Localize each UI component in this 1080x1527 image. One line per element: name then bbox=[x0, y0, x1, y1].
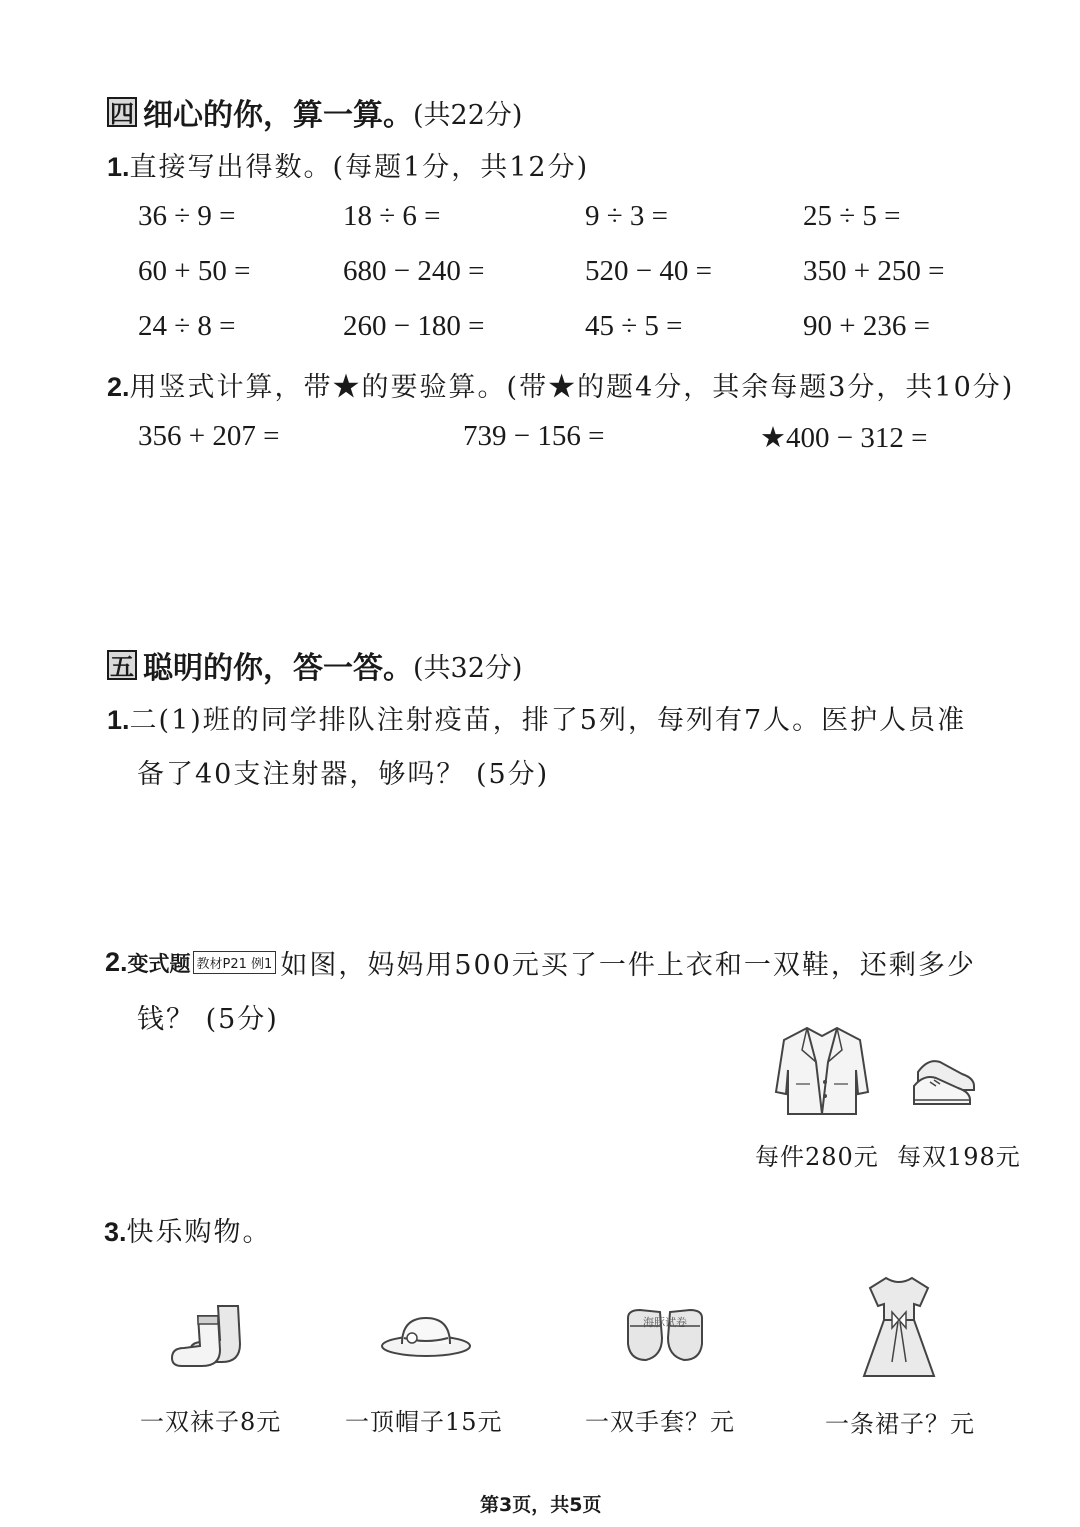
calc-item: 60 + 50 = bbox=[138, 255, 251, 287]
textbook-reference-tag: 教材P21 例1 bbox=[193, 951, 277, 974]
calc-item: 18 ÷ 6 = bbox=[343, 200, 441, 232]
shoes-icon bbox=[910, 1052, 980, 1108]
socks-label: 一双袜子8元 bbox=[140, 1408, 282, 1436]
question-number: 3. bbox=[104, 1217, 127, 1247]
calc-item: 680 − 240 = bbox=[343, 255, 485, 287]
question-text-line2: 备了40支注射器，够吗？ (5分) bbox=[137, 759, 550, 790]
socks-icon bbox=[168, 1300, 252, 1370]
jacket-icon bbox=[772, 1022, 872, 1118]
question-number: 1. bbox=[107, 152, 130, 182]
question-5-3 bbox=[104, 1210, 272, 1249]
vertical-calc-item: 739 − 156 = bbox=[463, 420, 605, 452]
shoes-price: 每双198元 bbox=[897, 1143, 1021, 1171]
hat-icon bbox=[378, 1310, 474, 1360]
question-text: 二(1)班的同学排队注射疫苗，排了5列，每列有7人。医护人员准 bbox=[129, 705, 967, 736]
gloves-watermark: 海豚试卷 bbox=[643, 1316, 687, 1329]
calc-item: 24 ÷ 8 = bbox=[138, 310, 236, 342]
question-number: 1. bbox=[107, 705, 130, 735]
calc-item: 36 ÷ 9 = bbox=[138, 200, 236, 232]
question-text: 如图，妈妈用500元买了一件上衣和一双鞋，还剩多少 bbox=[280, 950, 976, 981]
section-4-number-box: 四 bbox=[107, 97, 137, 127]
calc-item: 9 ÷ 3 = bbox=[585, 200, 669, 232]
section-4-score: (共22分) bbox=[413, 99, 523, 131]
dress-icon bbox=[858, 1272, 940, 1384]
calc-item: 350 + 250 = bbox=[803, 255, 945, 287]
calc-item: 90 + 236 = bbox=[803, 310, 930, 342]
question-text-line2: 钱？ (5分) bbox=[137, 1004, 279, 1035]
question-number: 2. bbox=[105, 947, 128, 977]
hat-label: 一顶帽子15元 bbox=[345, 1408, 503, 1436]
calc-item: 45 ÷ 5 = bbox=[585, 310, 683, 342]
dress-label: 一条裙子？元 bbox=[825, 1410, 975, 1438]
gloves-label: 一双手套？元 bbox=[585, 1408, 735, 1436]
section-4-title-text: 细心的你，算一算。 bbox=[143, 98, 413, 133]
question-text: 用竖式计算，带★的要验算。(带★的题4分，其余每题3分，共10分) bbox=[129, 372, 1015, 403]
section-5-score: (共32分) bbox=[413, 652, 523, 684]
question-5-2 bbox=[105, 943, 976, 982]
question-text: 快乐购物。 bbox=[126, 1217, 272, 1248]
section-4-title bbox=[107, 90, 522, 134]
page-footer: 第3页，共5页 bbox=[480, 1494, 602, 1516]
question-4-2 bbox=[107, 365, 1014, 404]
jacket-price: 每件280元 bbox=[755, 1143, 879, 1171]
variant-tag: 变式题 bbox=[127, 951, 191, 976]
section-5-number-box: 五 bbox=[107, 650, 137, 680]
vertical-calc-item: ★400 − 312 = bbox=[760, 422, 928, 454]
question-4-1 bbox=[107, 145, 589, 184]
question-5-1 bbox=[107, 698, 966, 737]
calc-item: 260 − 180 = bbox=[343, 310, 485, 342]
question-text: 直接写出得数。(每题1分，共12分) bbox=[129, 152, 590, 183]
section-5-title-text: 聪明的你，答一答。 bbox=[143, 651, 413, 686]
section-5-title bbox=[107, 643, 522, 687]
calc-item: 520 − 40 = bbox=[585, 255, 712, 287]
vertical-calc-item: 356 + 207 = bbox=[138, 420, 280, 452]
question-number: 2. bbox=[107, 372, 130, 402]
calc-item: 25 ÷ 5 = bbox=[803, 200, 901, 232]
gloves-icon bbox=[620, 1304, 710, 1366]
